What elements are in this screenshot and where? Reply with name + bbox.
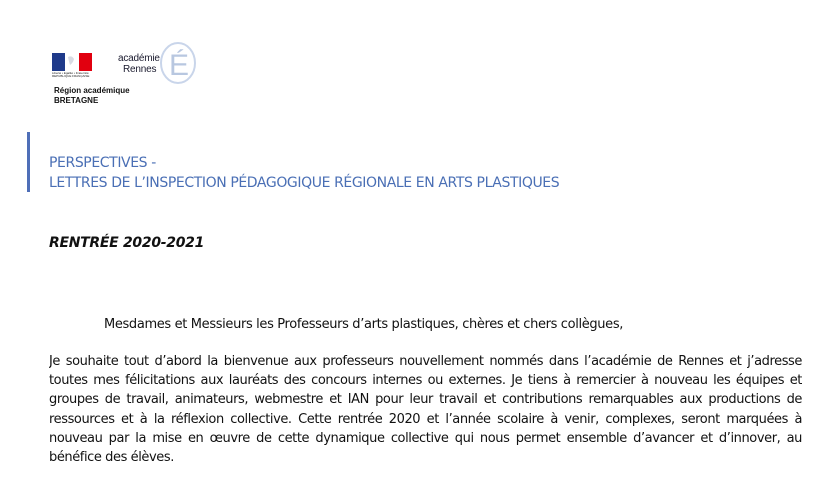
- body-paragraph: [49, 352, 802, 467]
- marianne-motto: Liberté • Égalité • Fraternité: [52, 72, 89, 75]
- title-line2: LETTRES DE L’INSPECTION PÉDAGOGIQUE RÉGIONALE EN ARTS PLASTIQUES: [49, 175, 560, 191]
- region-line1: Région académique: [54, 86, 130, 95]
- page-title: [49, 153, 559, 193]
- flag-icon: [52, 53, 92, 71]
- body-line: Je souhaite tout d’abord la bienvenue aux professeurs nouvellement nommés dans l’académie de Rennes et j’adresse: [49, 354, 802, 369]
- academie-e-icon: [158, 35, 198, 87]
- marianne-republique: RÉPUBLIQUE FRANÇAISE: [52, 75, 90, 78]
- academie-rennes-logo: [118, 35, 198, 87]
- body-line: ressources et à la réflexion collective. Cette rentrée 2020 et l’année scolaire à venir, complexes, seront marquées à: [49, 411, 802, 427]
- body-line: nouveau par la mise en œuvre de cette dynamique collective qui nous permet ensemble d’avancer et d’innover, au: [49, 430, 802, 446]
- title-accent-bar: [27, 132, 30, 192]
- salutation: Mesdames et Messieurs les Professeurs d’arts plastiques, chères et chers collègues,: [104, 317, 624, 332]
- rentree-heading: RENTRÉE 2020-2021: [49, 235, 205, 251]
- academie-label: académie: [118, 53, 160, 64]
- academie-city: Rennes: [123, 64, 157, 75]
- marianne-logo: [52, 53, 92, 79]
- region-label: [54, 86, 130, 106]
- region-line2: BRETAGNE: [54, 96, 99, 105]
- body-line: toutes mes félicitations aux lauréats des concours internes ou externes. Je tiens à remercier à nouveau les équipes et: [49, 373, 802, 389]
- svg-text:É: É: [169, 49, 190, 82]
- body-line: bénéfice des élèves.: [49, 450, 174, 466]
- body-line: groupes de travail, animateurs, webmestre et IAN pour leur travail et contributions remarquables aux productions de: [49, 392, 802, 408]
- title-line1: PERSPECTIVES -: [49, 155, 156, 171]
